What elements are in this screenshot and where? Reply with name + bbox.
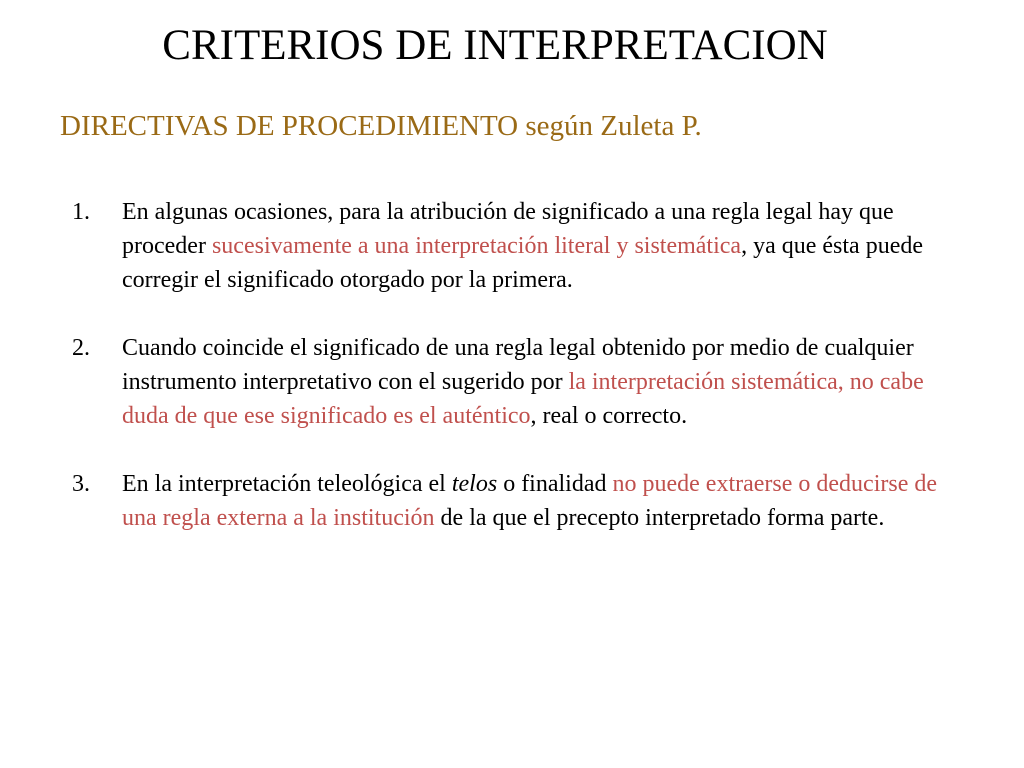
- slide-subtitle: DIRECTIVAS DE PROCEDIMIENTO según Zuleta P.: [60, 110, 702, 142]
- list-item-number: 2.: [72, 335, 90, 361]
- list-item: [72, 195, 972, 297]
- list-item-text: [122, 331, 972, 433]
- list-item-text: [122, 467, 972, 535]
- list-item-number: 3.: [72, 471, 90, 497]
- item-text-segment: de la que el precepto interpretado forma parte.: [434, 505, 885, 531]
- list-item-text: [122, 195, 972, 297]
- item-highlight: la interpretación sistemática, no cabe duda de que ese significado es el auténtico: [122, 369, 924, 429]
- item-italic-term: telos: [451, 471, 498, 497]
- item-text-segment: , real o correcto.: [530, 403, 688, 429]
- item-text-segment: , ya que ésta puede corregir el significado otorgado por la primera.: [122, 233, 923, 293]
- item-text-segment: En la interpretación teleológica el: [122, 471, 452, 497]
- list-item-number: 1.: [72, 199, 90, 225]
- list-item: [72, 331, 972, 433]
- slide-title: CRITERIOS DE INTERPRETACION: [162, 22, 828, 69]
- item-text-segment: o finalidad: [497, 471, 613, 497]
- list-item: [72, 467, 972, 535]
- criteria-list: [72, 195, 972, 569]
- item-text-segment: Cuando coincide el significado de una regla legal obtenido por medio de cualquier instrumento interpretativo con el sugerido por: [122, 335, 914, 395]
- item-highlight: no puede extraerse o deducirse de una regla externa a la institución: [122, 471, 938, 531]
- item-highlight: sucesivamente a una interpretación literal y sistemática: [211, 233, 742, 259]
- item-text-segment: En algunas ocasiones, para la atribución de significado a una regla legal hay que proceder: [122, 199, 894, 259]
